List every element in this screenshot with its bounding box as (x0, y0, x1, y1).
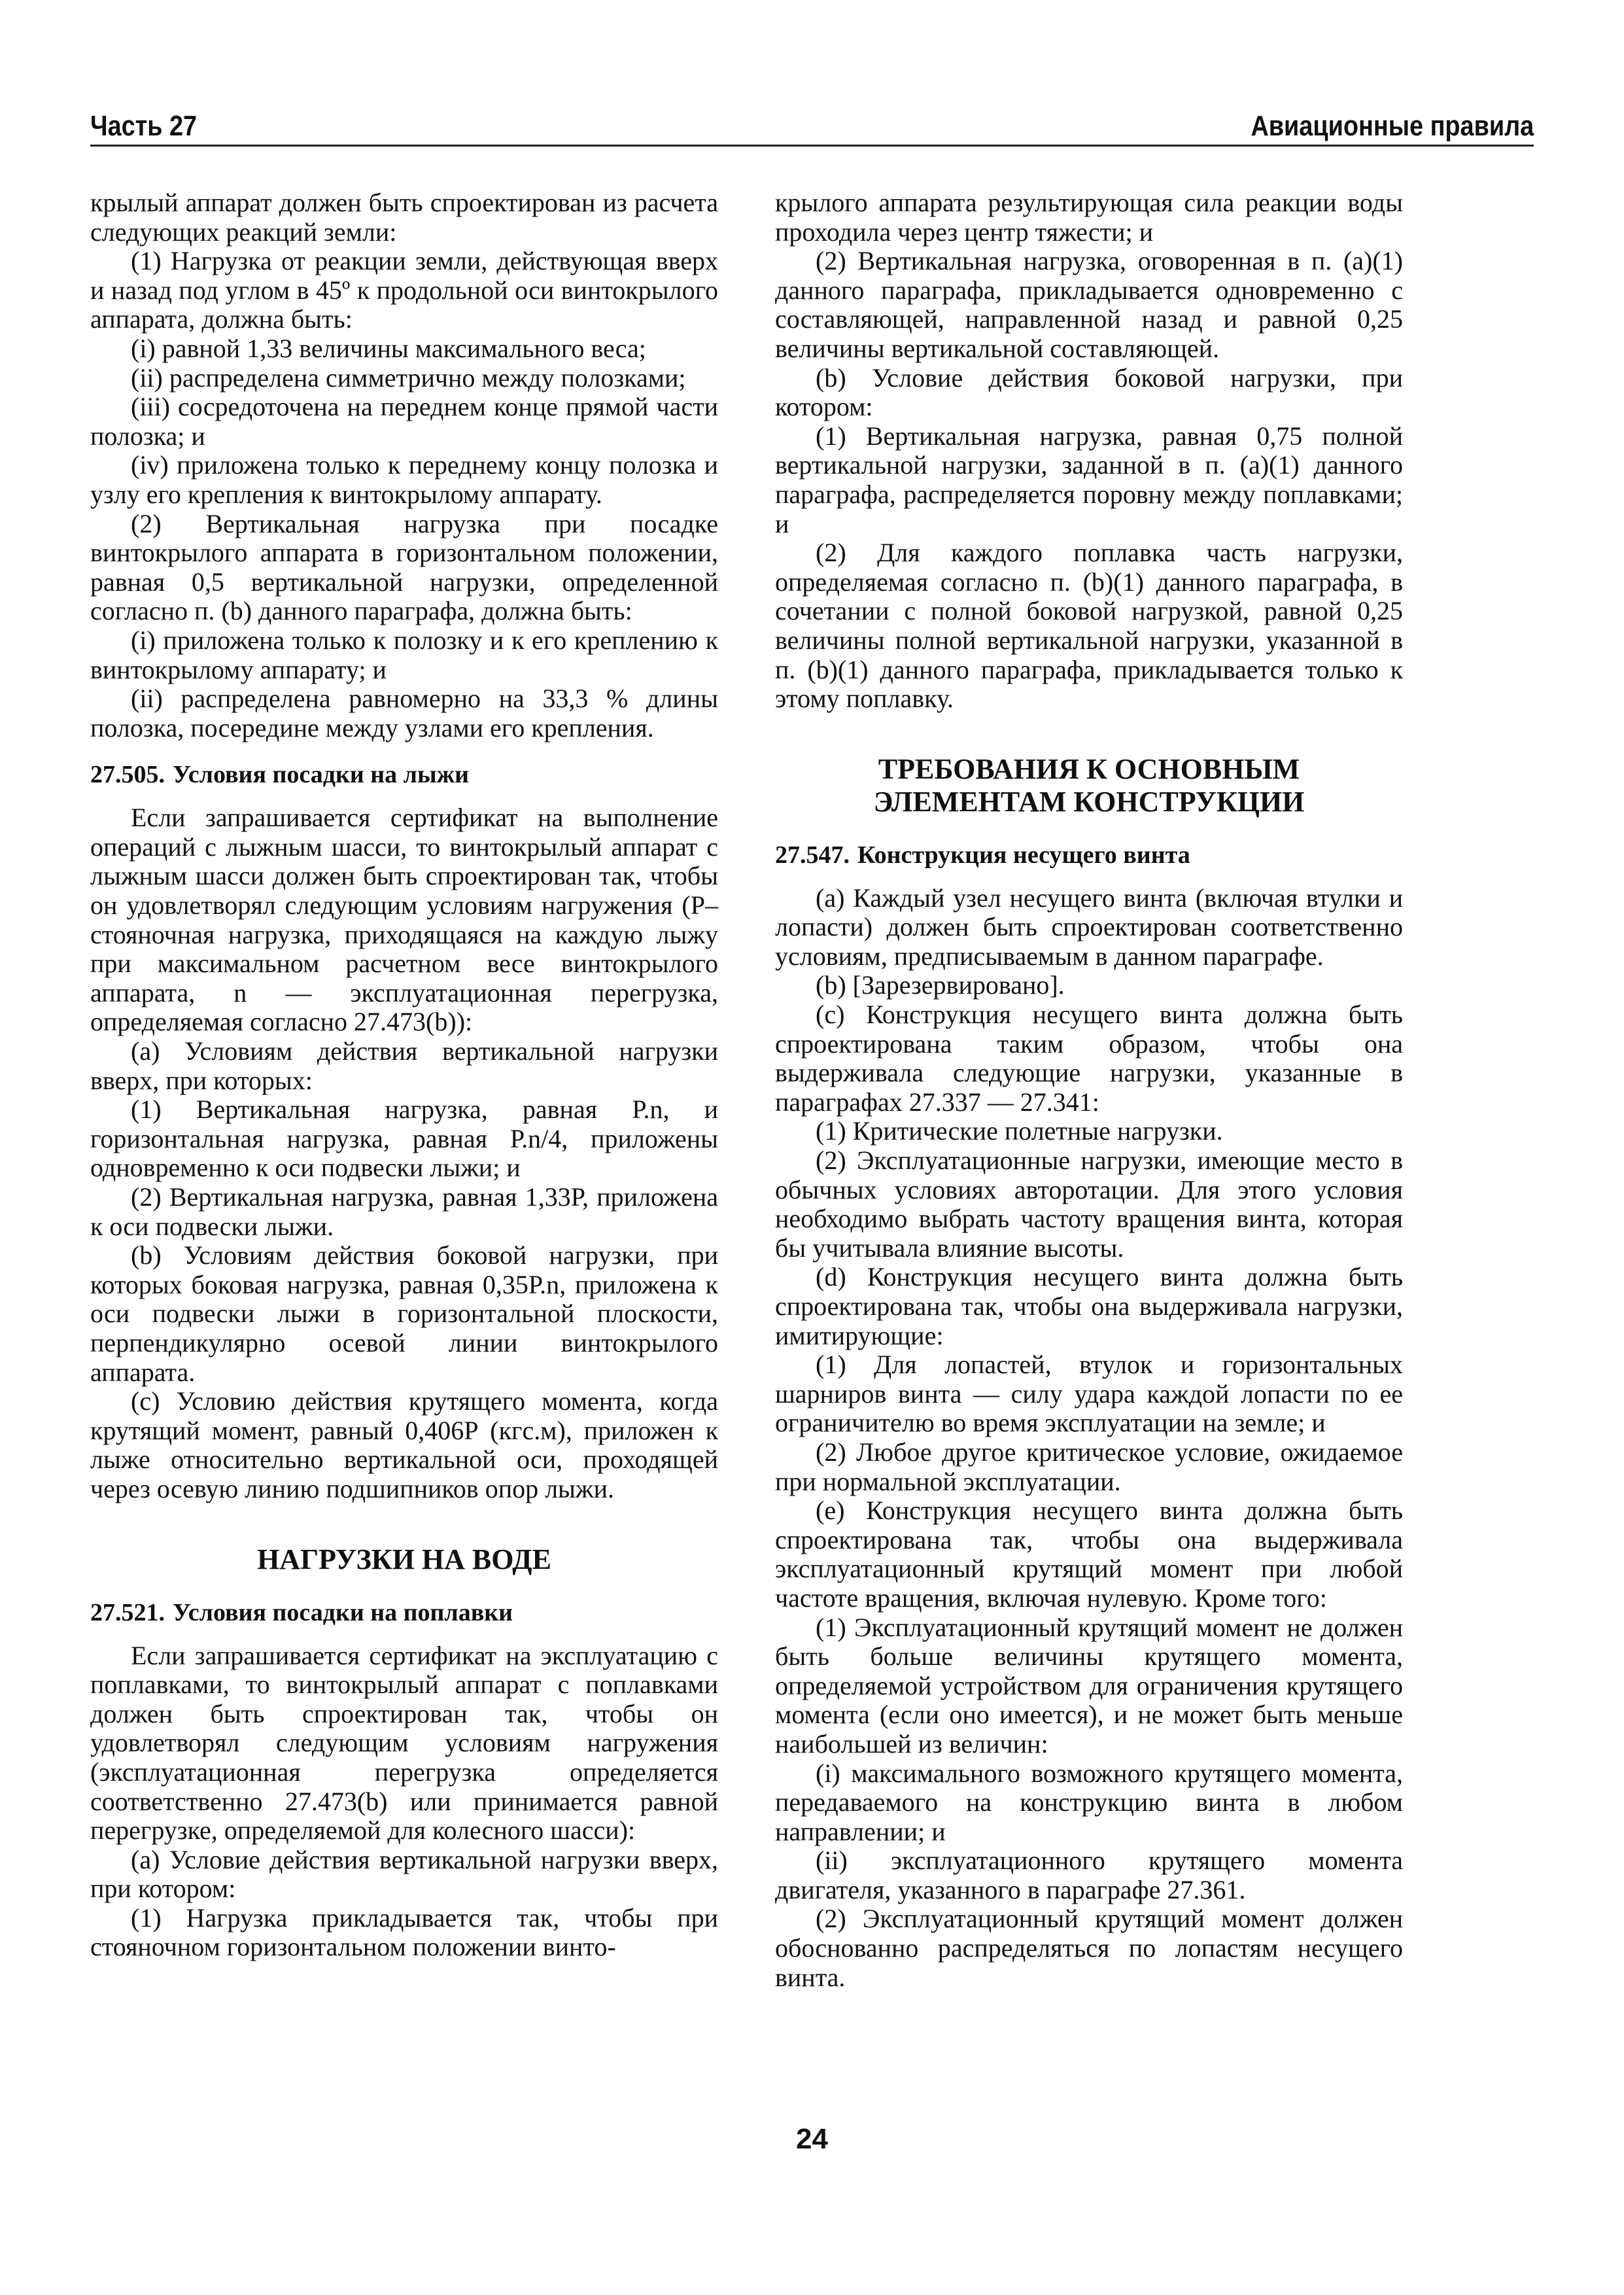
page-number: 24 (796, 2123, 828, 2155)
paragraph: (2) Любое другое критическое условие, ожидаемое при нормальной эксплуатации. (775, 1437, 1403, 1496)
paragraph: (iv) приложена только к переднему концу полозка и узлу его крепления к винтокрылому аппарату. (90, 450, 718, 509)
section-number: 27.505. (90, 761, 165, 789)
paragraph: (ii) распределена симметрично между полозками; (131, 362, 686, 393)
chapter-heading (775, 753, 1403, 818)
paragraph: крылого аппарата результирующая сила реакции воды проходила через центр тяжести; и (775, 188, 1403, 247)
section-title-text: Конструкция несущего винта (857, 841, 1190, 869)
section-title-text: Условия посадки на лыжи (173, 761, 470, 789)
paragraph: (1) Критические полетные нагрузки. (816, 1116, 1223, 1146)
paragraph: (e) Конструкция несущего винта должна быть спроектирована так, чтобы она выдерживала эксплуатационный крутящий момент при любой частоте вращения, включая нулевую. Кроме того: (775, 1496, 1403, 1613)
paragraph: (1) Вертикальная нагрузка, равная 0,75 полной вертикальной нагрузки, заданной в п. (a)(1) данного параграфа, распределяется поровну между поплавками; и (775, 421, 1403, 538)
paragraph: (2) Вертикальная нагрузка, равная 1,33Р, приложена к оси подвески лыжи. (90, 1182, 718, 1241)
header-document-title: Авиационные правила (1251, 110, 1534, 142)
paragraph: (c) Конструкция несущего винта должна быть спроектирована таким образом, чтобы она выдерживала следующие нагрузки, указанные в параграфах 27.337 — 27.341: (775, 1000, 1403, 1117)
right-column (775, 188, 1403, 1992)
paragraph: (iii) сосредоточена на переднем конце прямой части полозка; и (90, 392, 718, 451)
chapter-heading-line: ТРЕБОВАНИЯ К ОСНОВНЫМ (878, 752, 1300, 785)
paragraph: (i) равной 1,33 величины максимального веса; (131, 333, 646, 363)
page-header (90, 101, 1534, 147)
paragraph: (i) приложена только к полозку и к его креплению к винтокрылому аппарату; и (90, 625, 718, 684)
paragraph: Если запрашивается сертификат на выполнение операций с лыжным шасси, то винтокрылый аппарат с лыжным шасси должен быть спроектирован так, чтобы он удовлетворял следующим условиям нагружения (Р–стояночная нагрузка, приходящаяся на каждую лыжу при максимальном расчетном весе винтокрылого аппарата, n — эксплуатационная перегрузка, определяемая согласно 27.473(b)): (90, 803, 718, 1037)
paragraph: (2) Вертикальная нагрузка при посадке винтокрылого аппарата в горизонтальном положении, равная 0,5 вертикальной нагрузки, определенной согласно п. (b) данного параграфа, должна быть: (90, 508, 718, 626)
header-part-label: Часть 27 (90, 110, 198, 142)
chapter-heading-line: ЭЛЕМЕНТАМ КОНСТРУКЦИИ (873, 785, 1305, 818)
paragraph: (ii) распределена равномерно на 33,3 % длины полозка, посередине между узлами его крепления. (90, 684, 718, 743)
chapter-heading-line: НАГРУЗКИ НА ВОДЕ (257, 1543, 551, 1575)
paragraph: (1) Для лопастей, втулок и горизонтальных шарниров винта — силу удара каждой лопасти по ее ограничителю во время эксплуатации на земле; и (775, 1350, 1403, 1438)
paragraph: (b) Условие действия боковой нагрузки, при котором: (775, 362, 1403, 422)
paragraph: крылый аппарат должен быть спроектирован из расчета следующих реакций земли: (90, 188, 718, 247)
left-column (90, 188, 718, 1962)
paragraph: (1) Нагрузка прикладывается так, чтобы при стояночном горизонтальном положении винто- (90, 1902, 718, 1962)
paragraph: (2) Вертикальная нагрузка, оговоренная в п. (a)(1) данного параграфа, прикладывается одновременно с составляющей, направленной назад и равной 0,25 величины вертикальной составляющей. (775, 246, 1403, 363)
paragraph: (a) Условие действия вертикальной нагрузки вверх, при котором: (90, 1844, 718, 1904)
section-title-text: Условия посадки на поплавки (173, 1598, 513, 1626)
paragraph: (b) Условиям действия боковой нагрузки, при которых боковая нагрузка, равная 0,35Р.n, приложена к оси подвески лыжи в горизонтальной плоскости, перпендикулярно осевой линии винтокрылого аппарата. (90, 1240, 718, 1387)
paragraph: (d) Конструкция несущего винта должна быть спроектирована так, чтобы она выдерживала нагрузки, имитирующие: (775, 1262, 1403, 1350)
section-title (90, 1599, 718, 1627)
paragraph: (2) Для каждого поплавка часть нагрузки, определяемая согласно п. (b)(1) данного параграфа, в сочетании с полной боковой нагрузкой, равной 0,25 величины полной вертикальной нагрузки, указанной в п. (b)(1) данного параграфа, прикладывается только к этому поплавку. (775, 538, 1403, 714)
paragraph: (1) Вертикальная нагрузка, равная Р.n, и горизонтальная нагрузка, равная Р.n/4, приложены одновременно к оси подвески лыжи; и (90, 1095, 718, 1183)
paragraph: (1) Эксплуатационный крутящий момент не должен быть больше величины крутящего момента, определяемой устройством для ограничения крутящего момента (если оно имеется), и не может быть меньше наибольшей из величин: (775, 1612, 1403, 1759)
paragraph: (2) Эксплуатационные нагрузки, имеющие место в обычных условиях авторотации. Для этого условия необходимо выбрать частоту вращения винта, которая бы учитывала влияние высоты. (775, 1146, 1403, 1263)
section-number: 27.521. (90, 1598, 165, 1626)
paragraph: (a) Условиям действия вертикальной нагрузки вверх, при которых: (90, 1036, 718, 1095)
paragraph: Если запрашивается сертификат на эксплуатацию с поплавками, то винтокрылый аппарат с поплавками должен быть спроектирован так, чтобы он удовлетворял следующим условиям нагружения (эксплуатационная перегрузка определяется соответственно 27.473(b) или принимается равной перегрузке, определяемой для колесного шасси): (90, 1640, 718, 1846)
paragraph: (c) Условию действия крутящего момента, когда крутящий момент, равный 0,406Р (кгс.м), приложен к лыже относительно вертикальной оси, проходящей через осевую линию подшипников опор лыжи. (90, 1386, 718, 1503)
chapter-heading (90, 1543, 718, 1576)
section-number: 27.547. (775, 841, 850, 869)
paragraph: (ii) эксплуатационного крутящего момента двигателя, указанного в параграфе 27.361. (775, 1846, 1403, 1904)
paragraph: (a) Каждый узел несущего винта (включая втулки и лопасти) должен быть спроектирован соответственно условиям, предписываемым в данном параграфе. (775, 883, 1403, 971)
section-title (775, 841, 1403, 869)
paragraph: (1) Нагрузка от реакции земли, действующая вверх и назад под углом в 45º к продольной оси винтокрылого аппарата, должна быть: (90, 246, 718, 334)
paragraph: (b) [Зарезервировано]. (816, 970, 1065, 1000)
section-title (90, 761, 718, 789)
paragraph: (2) Эксплуатационный крутящий момент должен обоснованно распределяться по лопастям несущего винта. (775, 1904, 1403, 1992)
paragraph: (i) максимального возможного крутящего момента, передаваемого на конструкцию винта в любом направлении; и (775, 1758, 1403, 1846)
